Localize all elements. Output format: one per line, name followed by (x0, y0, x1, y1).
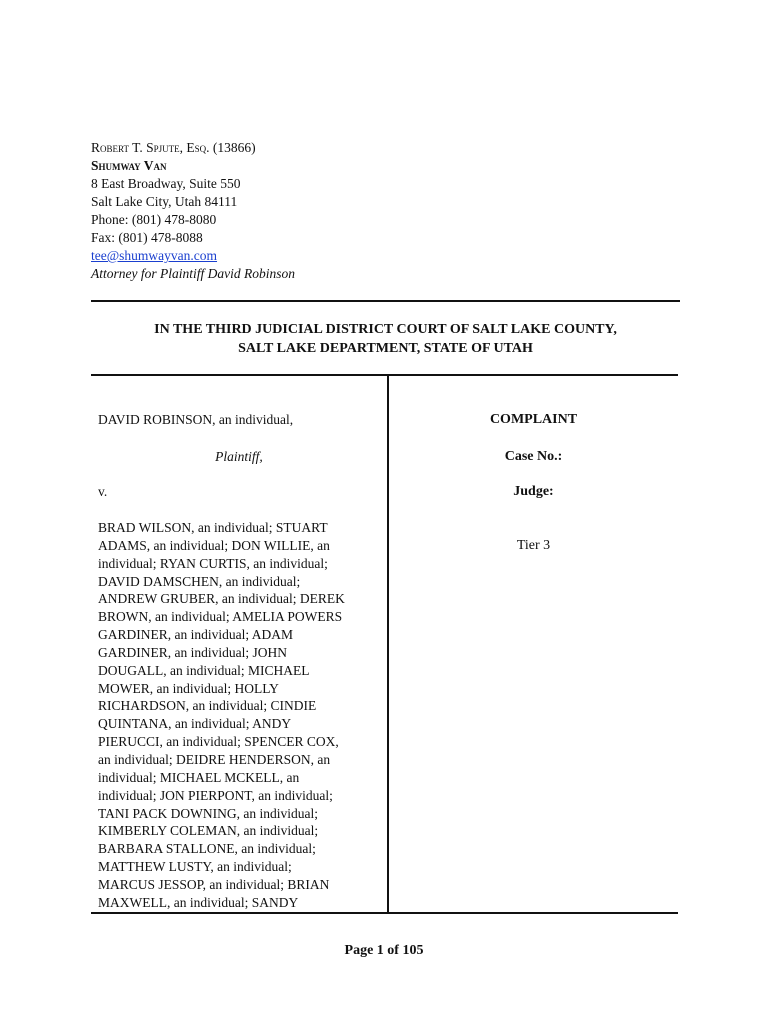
plaintiff-role: Plaintiff, (215, 449, 263, 464)
defendants-line: ADAMS, an individual; DON WILLIE, an (98, 537, 330, 553)
court-heading-line-1: IN THE THIRD JUDICIAL DISTRICT COURT OF SALT LAKE COUNTY, (154, 322, 617, 337)
defendants-line: GARDINER, an individual; JOHN (98, 644, 287, 660)
address-line-1: 8 East Broadway, Suite 550 (91, 176, 241, 191)
attorney-name-line (91, 139, 295, 157)
defendants-line: BROWN, an individual; AMELIA POWERS (98, 609, 343, 625)
defendants-line: MAXWELL, an individual; SANDY (98, 894, 299, 910)
court-heading (91, 320, 680, 358)
firm-name: Shumway Van (91, 158, 167, 173)
header-divider (91, 300, 680, 302)
page-number: Page 1 of 105 (344, 943, 424, 958)
defendants-line: QUINTANA, an individual; ANDY (98, 716, 292, 732)
defendants-line: KIMBERLY COLEMAN, an individual; (98, 823, 319, 839)
document-type: COMPLAINT (489, 412, 578, 427)
defendants-line: individual; MICHAEL MCKELL, an (98, 769, 300, 785)
defendants-line: individual; RYAN CURTIS, an individual; (98, 555, 328, 571)
fax-line: Fax: (801) 478-8088 (91, 230, 203, 245)
defendants-line: DOUGALL, an individual; MICHAEL (98, 662, 310, 678)
defendants-line: ANDREW GRUBER, an individual; DEREK (98, 591, 345, 607)
email-link[interactable]: tee@shumwayvan.com (91, 248, 218, 263)
case-number-label: Case No.: (504, 449, 563, 464)
judge-label: Judge: (513, 484, 554, 499)
versus: v. (98, 484, 108, 499)
attorney-bar-number: (13866) (212, 140, 256, 155)
caption-bottom-rule (91, 912, 678, 914)
caption-top-rule (91, 374, 678, 376)
defendants-line: an individual; DEIDRE HENDERSON, an (98, 751, 331, 767)
defendants-line: BARBARA STALLONE, an individual; (98, 841, 316, 857)
attorney-name: Robert T. Spjute, Esq. (91, 140, 210, 155)
tier-label: Tier 3 (516, 538, 551, 553)
defendants-line: individual; JON PIERPONT, an individual; (98, 787, 333, 803)
defendants-line: MOWER, an individual; HOLLY (98, 680, 279, 696)
defendants-line: DAVID DAMSCHEN, an individual; (98, 573, 301, 589)
attorney-block (91, 139, 295, 283)
defendants-line: BRAD WILSON, an individual; STUART (98, 520, 328, 535)
defendants-line: PIERUCCI, an individual; SPENCER COX, (98, 734, 339, 750)
attorney-role: Attorney for Plaintiff David Robinson (91, 266, 295, 281)
court-heading-line-2: SALT LAKE DEPARTMENT, STATE OF UTAH (238, 341, 533, 356)
plaintiff-name: DAVID ROBINSON, an individual, (98, 412, 294, 427)
defendants-line: MARCUS JESSOP, an individual; BRIAN (98, 876, 330, 892)
defendants-line: TANI PACK DOWNING, an individual; (98, 805, 319, 821)
defendants-line: MATTHEW LUSTY, an individual; (98, 859, 292, 875)
defendants-line: GARDINER, an individual; ADAM (98, 627, 293, 643)
defendants-line: RICHARDSON, an individual; CINDIE (98, 698, 317, 714)
phone-line: Phone: (801) 478-8080 (91, 212, 217, 227)
address-line-2: Salt Lake City, Utah 84111 (91, 194, 238, 209)
defendants-list (98, 519, 380, 912)
